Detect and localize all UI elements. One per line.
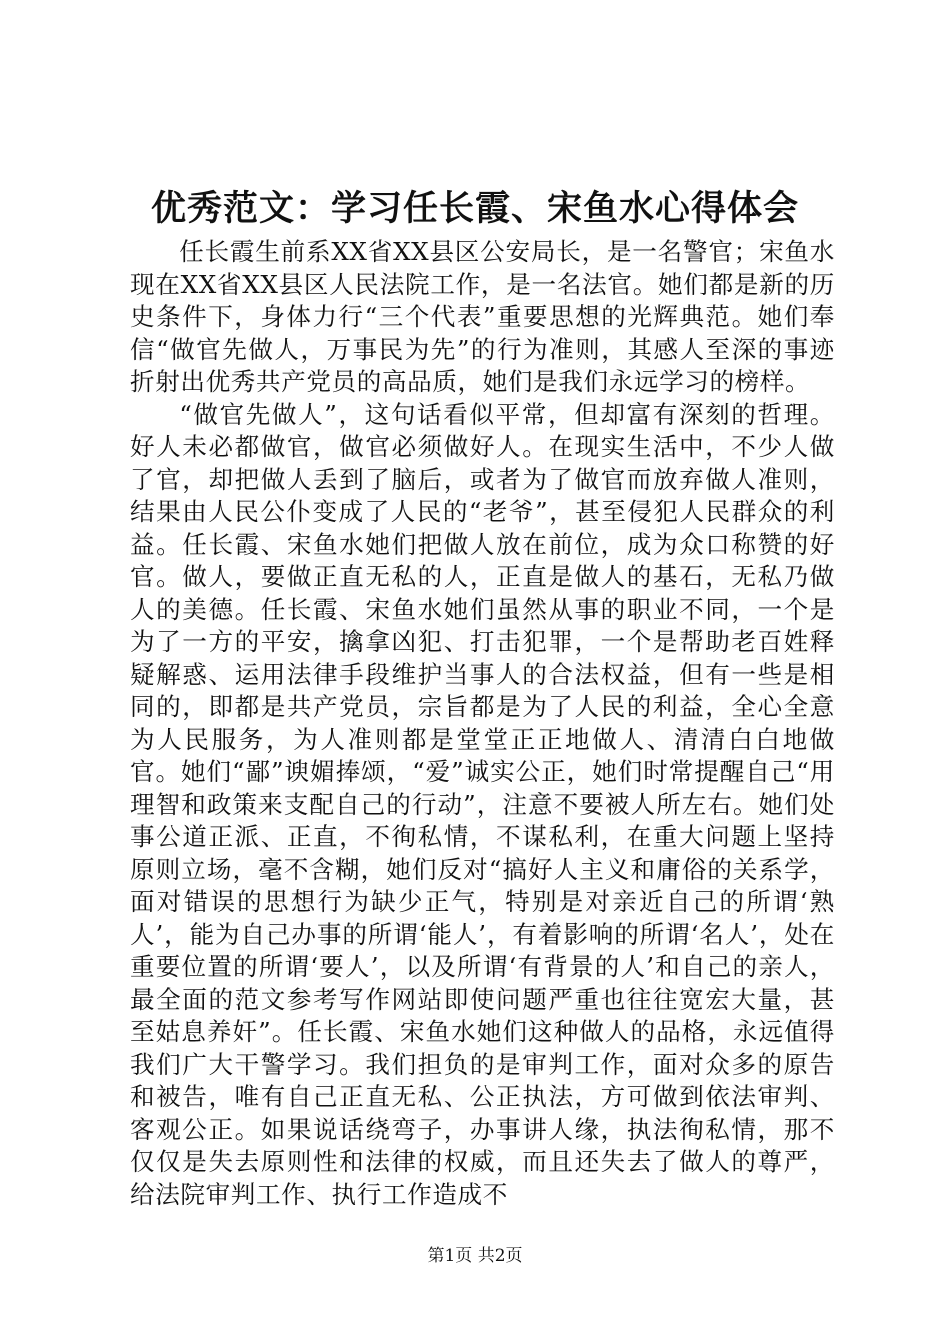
document-body	[130, 236, 835, 1211]
paragraph-main: “做官先做人”，这句话看似平常，但却富有深刻的哲理。好人未必都做官，做官必须做好人。在现实生活中，不少人做了官，却把做人丢到了脑后，或者为了做官而放弃做人准则，结果由人民公仆变成了人民的“老爷”，甚至侵犯人民群众的利益。任长霞、宋鱼水她们把做人放在前位，成为众口称赞的好官。做人，要做正直无私的人，正直是做人的基石，无私乃做人的美德。任长霞、宋鱼水她们虽然从事的职业不同，一个是为了一方的平安，擒拿凶犯、打击犯罪，一个是帮助老百姓释疑解惑、运用法律手段维护当事人的合法权益，但有一些是相同的，即都是共产党员，宗旨都是为了人民的利益，全心全意为人民服务，为人准则都是堂堂正正地做人、清清白白地做官。她们“鄙”谀媚捧颂，“爱”诚实公正，她们时常提醒自己“用理智和政策来支配自己的行动”，注意不要被人所左右。她们处事公道正派、正直，不徇私情，不谋私利，在重大问题上坚持原则立场，毫不含糊，她们反对“搞好人主义和庸俗的关系学，面对错误的思想行为缺少正气，特别是对亲近自己的所谓‘熟人’，能为自己办事的所谓‘能人’，有着影响的所谓‘名人’，处在重要位置的所谓‘要人’，以及所谓‘有背景的人’和自己的亲人，最全面的范文参考写作网站即使问题严重也往往宽宏大量，甚至姑息养奸”。任长霞、宋鱼水她们这种做人的品格，永远值得我们广大干警学习。我们担负的是审判工作，面对众多的原告和被告，唯有自己正直无私、公正执法，方可做到依法审判、客观公正。如果说话绕弯子，办事讲人缘，执法徇私情，那不仅仅是失去原则性和法律的权威，而且还失去了做人的尊严，给法院审判工作、执行工作造成不	[130, 399, 835, 1209]
page-number-footer: 第1页 共2页	[427, 1246, 523, 1266]
document-title: 优秀范文：学习任长霞、宋鱼水心得体会	[150, 188, 799, 229]
paragraph-intro: 任长霞生前系XX省XX县区公安局长，是一名警官；宋鱼水现在XX省XX县区人民法院工作，是一名法官。她们都是新的历史条件下，身体力行“三个代表”重要思想的光辉典范。她们奉信“做官先做人，万事民为先”的行为准则，其感人至深的事迹折射出优秀共产党员的高品质，她们是我们永远学习的榜样。	[130, 237, 835, 396]
